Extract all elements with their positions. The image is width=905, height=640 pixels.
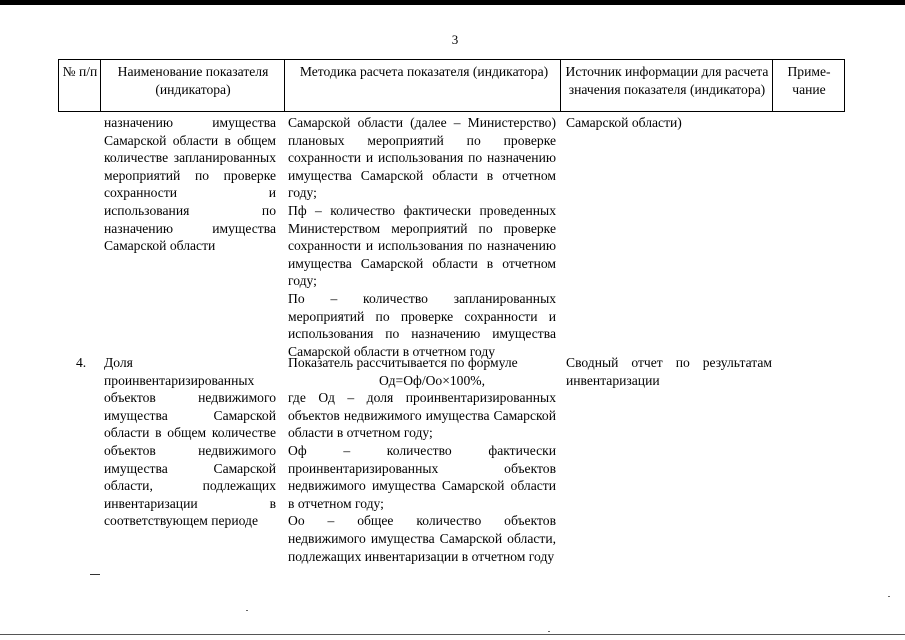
cont-method-para: Самарской области (далее – Министерство) плановых мероприятий по проверке сохранности и использования по назначению имущества Самарской области в отчетном году; [288, 115, 556, 201]
header-method: Методика расчета показателя (индикатора) [299, 64, 549, 79]
row-4-method-intro: Показатель рассчитывается по формуле [288, 355, 518, 370]
table-right-border [844, 59, 845, 112]
scan-mark [548, 631, 550, 632]
page-top-border [0, 0, 905, 5]
row-4-source: Сводный отчет по результатам инвентаризации [566, 355, 772, 388]
row-4-name: Доля проинвентаризированных объектов недвижимого имущества Самарской области в общем количестве объектов недвижимого имущества Самарской области, подлежащих инвентаризации в соответствующем периоде [104, 355, 276, 529]
scan-mark [90, 574, 100, 575]
row-4-method-para: Оф – количество фактически проинвентаризированных объектов недвижимого имущества Самарской области в отчетном году; [288, 442, 556, 511]
cont-method-para: Пф – количество фактически проведенных Министерством мероприятий по проверке сохранности и использования по назначению имущества Самарской области в отчетном году; [288, 202, 556, 289]
row-4-formula: Од=Оф/Оо×100%, [378, 372, 485, 388]
page-bottom-edge [0, 634, 905, 635]
page-number: 3 [451, 32, 459, 47]
cont-row-name: назначению имущества Самарской области в общем количестве запланированных мероприятий по проверке сохранности и использования по назначению имущества Самарской области [104, 115, 276, 254]
table-top-border [58, 59, 845, 60]
table-col-divider [772, 59, 773, 112]
table-col-divider [100, 59, 101, 112]
header-note: Приме-чание [787, 64, 831, 97]
header-source: Источник информации для расчета значения показателя (индикатора) [565, 64, 769, 97]
scan-mark [246, 610, 248, 611]
table-col-divider [284, 59, 285, 112]
row-4-method-para: Оо – общее количество объектов недвижимого имущества Самарской области, подлежащих инвентаризации в отчетном году [288, 513, 556, 564]
table-col-divider [560, 59, 561, 112]
scan-mark [888, 596, 890, 597]
cont-row-source: Самарской области) [566, 115, 682, 130]
header-name: Наименование показателя (индикатора) [117, 64, 269, 97]
table-header-border [58, 111, 845, 112]
cont-row-method [288, 114, 556, 360]
table-left-border [58, 59, 59, 112]
row-4-method-para: где Од – доля проинвентаризированных объектов недвижимого имущества Самарской области в отчетном году; [288, 390, 556, 441]
row-4-num: 4. [76, 355, 87, 370]
cont-method-para: По – количество запланированных мероприятий по проверке сохранности и использования по назначению имущества Самарской области в отчетном году [288, 290, 556, 359]
row-4-method [288, 354, 556, 565]
header-num: № п/п [62, 64, 98, 79]
